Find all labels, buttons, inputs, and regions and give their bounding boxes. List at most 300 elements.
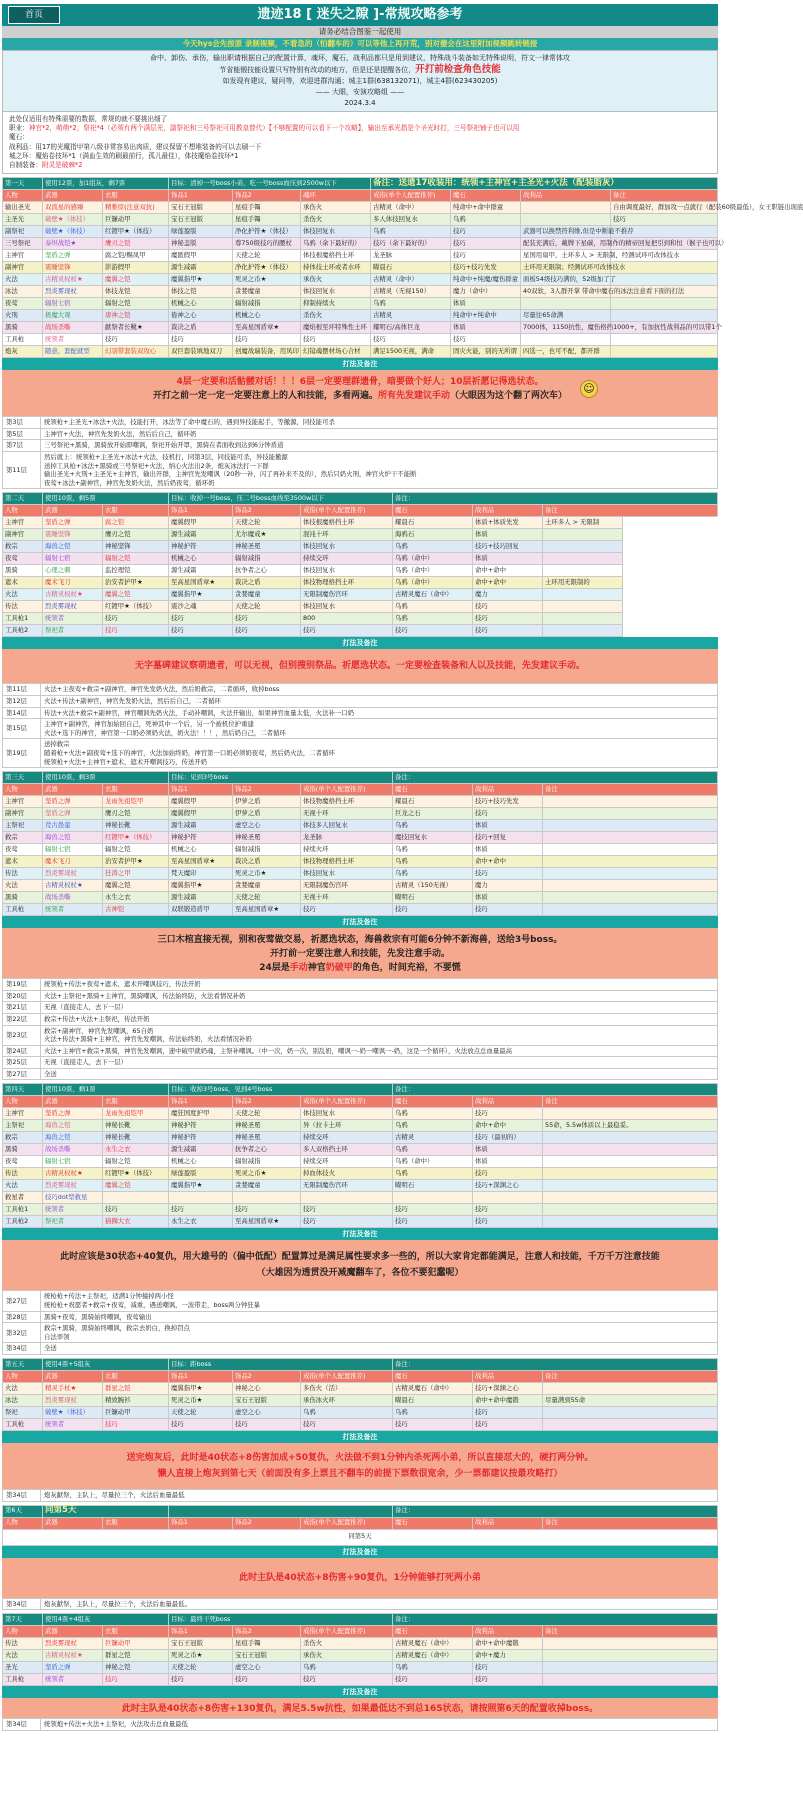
gear-cell: 技巧+回复 [473,832,543,844]
gear-cell: 技巧 [393,1204,473,1216]
gear-cell: 乌鸦 [301,1662,393,1674]
gear-cell: 魔翼假甲 [169,796,233,808]
page-title: 遗迹18 [ 迷失之隙 ]-常规攻略参考 [257,6,463,22]
day1-banner: 4层一定要和活骷髅对话！！！6层一定要理群遗骨，暗要做个好人；10层祈愿记得选状态。 开打之前一定一定一定要注意上的人和技能，多看两遍。所有先发建议手动（大眼因为这个翻了两次车） ☺ [2,370,718,416]
gear-cell: 技巧 [473,808,543,820]
gear-cell: 永生之衣 [103,1144,169,1156]
table-row [3,1650,718,1662]
gear-cell: 技巧 [473,601,543,613]
table-row [3,625,718,637]
gear-cell [543,844,718,856]
day7-steps [2,1718,718,1731]
gear-cell: 海兽之铠 [43,541,103,553]
gear-cell: 混沌十环 [301,529,393,541]
role-cell: 救宗 [3,541,43,553]
gear-cell: 古精灵权杖★ [43,589,103,601]
gear-cell: 技巧 [233,613,301,625]
gear-cell: 龙圣脉 [371,250,451,262]
gear-cell: 体质 [473,820,543,832]
gear-cell: 技巧 [169,613,233,625]
gear-cell: 古精灵 [371,310,451,322]
gear-cell: 体技根魔格挡土环 [301,250,371,262]
table-row [3,820,718,832]
floor-label: 第22层 [3,1013,41,1025]
gear-cell: 古精灵（无视150） [371,286,451,298]
gear-cell: 机械之心 [169,298,233,310]
role-cell: 主圣光 [3,214,43,226]
gear-cell: 坚盾之弹 [43,808,103,820]
gear-cell: 乌鸦 [301,1407,393,1419]
gear-cell: 满足1500无视，满命 [371,346,451,358]
gear-cell: 体质 [473,529,543,541]
floor-label: 第21层 [3,1002,41,1014]
gear-cell: 自由调度最好，群加攻一点就行（配装60级最低），女王职链出现底 [611,202,718,214]
table-row [3,238,718,250]
gear-cell: 技巧 [233,1204,301,1216]
gear-cell: 技巧 [169,625,233,637]
gear-cell: 技巧 [393,625,473,637]
gear-cell: 烈炎雾现杖 [43,1638,103,1650]
step-row [3,1045,718,1057]
notes-block [2,112,718,174]
gear-cell: 贪婪魔童 [233,880,301,892]
gear-cell: 曜明石 [393,892,473,904]
gear-cell: 统领者 [43,334,103,346]
gear-cell: 技巧 [473,904,543,916]
step-row [3,440,718,452]
gear-cell: 古精灵魔石（命中） [393,1638,473,1650]
gear-cell: 心理之刺 [43,565,103,577]
table-row [3,1192,718,1204]
floor-label: 第7层 [3,440,41,452]
table-row [3,1638,718,1650]
step-text: 救宗+副神官，神官先发嘲讽，65自奶 火法+传法+黑骑+主神官，神官先发嘲讽，传法始终奶，火法看情况补奶 [41,1025,718,1045]
step-row [3,990,718,1002]
step-row [3,1323,718,1343]
gear-cell: 技巧 [169,1204,233,1216]
gear-cell: 体技多人回复水 [301,820,393,832]
gear-cell: 统领者 [43,1674,103,1686]
floor-label: 第28层 [3,1311,41,1323]
intro-highlight: 开打前检查角色技能 [415,64,501,75]
gear-cell: 鹰刃之铠 [103,529,169,541]
gear-cell: 神秘坚锋 [103,541,169,553]
gear-cell: 神秘圣冕 [233,1120,301,1132]
role-cell: 黑骑 [3,1144,43,1156]
step-row [3,1068,718,1080]
gear-cell: 古精灵（150无视） [393,880,473,892]
gear-cell: 辐射减指 [233,844,301,856]
gear-cell: 四选一，也可不配，都开群 [521,346,611,358]
gear-cell [611,334,718,346]
gear-cell: 技巧 [393,1674,473,1686]
gear-cell: 技巧+技巧回复 [473,541,543,553]
gear-cell: 纯命中+纯魔/魔伤群童 [451,274,521,286]
gear-cell: 烈炎雾现杖 [43,286,103,298]
gear-cell: 龙圣脉 [301,832,393,844]
gear-cell: 技巧+技巧先发 [473,796,543,808]
gear-cell: 技巧 [169,1674,233,1686]
step-text: 炮灰献祭，主队上，尽量拉三个，火法后血量最低 [41,1490,718,1502]
gear-cell: 多人体技回复水 [371,214,451,226]
gear-cell: 荒古愚蛮 [43,820,103,832]
note-line: 魔石： [9,133,29,142]
gear-cell [543,1638,718,1650]
gear-cell: 古精灵权杖★ [43,1650,103,1662]
table-row [3,322,718,334]
gear-cell: 红镀甲★（体技） [103,226,169,238]
gear-cell: 神秘圣冕 [233,541,301,553]
gear-cell: 机械之心 [169,1156,233,1168]
gear-cell: 机械之心 [233,310,301,322]
gear-cell: 魔翼指甲★ [169,274,233,286]
gear-cell: 技巧 [451,226,521,238]
role-cell: 副神官 [3,808,43,820]
gear-cell: 技巧 [451,334,521,346]
gear-cell: 掉血体技火 [301,1168,393,1180]
gear-cell: 土环用无限制；经测试环可改体技水 [521,262,611,274]
gear-cell: 星国用扇甲，土环多人 > 无限制，经测试环可改体技水 [521,250,611,262]
floor-label: 第11层 [3,684,41,696]
gear-cell: 命中+命中魔锻 [473,1395,543,1407]
gear-cell: 辐射七宿 [43,553,103,565]
gear-cell: 尽量满到55命 [543,1395,718,1407]
gear-cell: 梵天魔印 [169,868,233,880]
note-line: 职业：神官*2，萌萌*2，祭祀*4（必须有两个满层光，副祭祀和三号祭祀可用教皇替代）【不够配置的可以看下一个攻略】，输出至承光指是个圣光时打，三号祭祀铺子也可以用 [9,124,520,133]
gear-cell: 古精灵 [393,1132,473,1144]
floor-label: 第14层 [3,707,41,719]
gear-cell: 天使之轮 [233,250,301,262]
table-row [3,856,718,868]
intro-line: —— 大眼，安演攻略组 —— [315,88,405,96]
gear-cell: 技巧 [393,1419,473,1431]
gear-cell [543,1156,718,1168]
role-cell: 传法 [3,601,43,613]
gear-cell: 神秘长靴 [103,1120,169,1132]
table-row [3,1204,718,1216]
step-text: 三号祭祀+黑骑，黑骑放开始即嘲讽，祭祀开始开罩，黑骑在者面收到达到6分钟盾道 [41,440,718,452]
day1-header [3,178,718,190]
day7-banner: 此时主队是40状态+8伤害+130复仇，满足5.5w抗性，如果最低达不到总165状态，请按照第6天的配置收掉boss。 [2,1698,718,1718]
gear-cell: 技巧 [473,1108,543,1120]
gear-cell: 源生减霜 [169,529,233,541]
role-cell: 火法 [3,274,43,286]
gear-cell: 技巧 [473,613,543,625]
day3-steps [2,978,718,1080]
gear-cell: 极魔大观 [43,310,103,322]
gear-cell: 技巧 [233,334,301,346]
gear-cell: 体质 [473,553,543,565]
gear-cell: 持续火环 [301,844,393,856]
gear-cell: 纯命中+命中群童 [451,202,521,214]
gear-cell [611,298,718,310]
table-row [3,1168,718,1180]
floor-label: 第11层 [3,452,41,489]
gear-cell: 创魔战瑞装备，用凤印 [233,346,301,358]
gear-cell: 古神铠 [103,904,169,916]
gear-cell: 技巧（余下最好的） [371,238,451,250]
gear-cell: 技巧 [473,625,543,637]
step-text: 救宗+黑骑，黑骑始终嘲讽，救宗去奶白，换掉罚点 自法率领 [41,1323,718,1343]
gear-cell: 体技回复水 [301,541,393,553]
gear-cell: 抗争者之心 [233,1144,301,1156]
gear-cell: 破壁★（体技） [43,214,103,226]
intro-line: 命中、卸伤、承伤，输出职请根据自己的配置计算，魂环，魔石，战利品都只是用到建议，特殊战斗装备如无特殊说明，符文一律常体攻 [150,54,570,62]
gear-cell: 无限制魔伤宫环 [301,1180,393,1192]
gear-cell: 净化护符★（体技） [233,262,301,274]
home-button[interactable]: 首页 [8,6,60,24]
table-row [3,274,718,286]
gear-cell: 祭祀者 [43,625,103,637]
step-text: 然后就上：统领枪+主圣光+冰法+火法，技机打，同第3层，同技能可杀，异技能撤源 送掉工具枪+冰法+黑骑或三号祭祀+火法，纳心火法出2条，炮灰冰法打一下群 输出圣光+火刑+主圣光+主神官，输出开群，主神官先发嘲讽（20秒一补，闪了再补来不及的），然后只奶火刑，神官火炉干不能断 夜莺+冰法+副神官，神官先发奶火法，然后奶夜莺，循环奶 [41,452,718,489]
gear-cell: 曜晨石 [371,262,451,274]
day5-banner: 送完炮灰后，此时是40状态+8伤害加成+50复仇，火法做不到1分钟内杀死两小弟，所以直接怼大的，硬打两分钟。 懒人直接上炮灰到第七天（前面没有多上票且不翻车的前提下票数很宽余，少一票都建议按最攻略打） [2,1443,718,1489]
gear-cell: 巨镰动甲 [103,1407,169,1419]
gear-cell: 乌鸦 [393,1662,473,1674]
gear-cell: 承伤火 [301,202,371,214]
step-text: 统领炮+传法+火法+主祭祀，火法攻击总血量最低 [41,1719,718,1731]
role-cell: 冰法 [3,286,43,298]
gear-cell: 技巧 [103,1419,169,1431]
table-row [3,601,718,613]
gear-cell: 坚盾之弹 [43,250,103,262]
gear-cell [611,310,718,322]
gear-cell [543,1180,718,1192]
gear-cell: 古精灵魔石（命中） [393,1650,473,1662]
gear-cell: 命中+命中 [473,565,543,577]
table-row [3,880,718,892]
gear-cell: 体技龙铠 [103,286,169,298]
gear-cell: 曜晨石 [393,1395,473,1407]
gear-cell: 神秘长靴 [103,1132,169,1144]
day6-steps [2,1598,718,1611]
gear-cell: 无视十环 [301,892,393,904]
gear-cell: 乌鸦 [393,613,473,625]
gear-cell: 唐神之铠 [103,310,169,322]
gear-cell: 魔翼之铠 [103,1180,169,1192]
gear-cell: 体技回复水 [301,286,371,298]
gear-cell: 魔翼假甲 [169,517,233,529]
gear-cell: 烈炎雾现杖 [43,1395,103,1407]
table-row [3,1662,718,1674]
gear-cell: 源生减霜 [169,820,233,832]
gear-cell: 腐之铠/赐凤甲 [103,250,169,262]
gear-cell: 巨镰动甲 [103,214,169,226]
gear-cell: 战场杀嘶 [43,892,103,904]
gear-cell: 死灵之币★ [169,1650,233,1662]
table-row [3,1108,718,1120]
gear-cell [543,1662,718,1674]
table-row [3,1180,718,1192]
gear-cell: 体质 [473,844,543,856]
table-row [3,904,718,916]
role-cell: 工具枪2 [3,625,43,637]
gear-cell: 技巧 [393,1216,473,1228]
gear-cell: 海鸦石 [393,529,473,541]
gear-cell: 乌鸦（余下最好的） [301,238,371,250]
table-row [3,1216,718,1228]
table-row [3,1132,718,1144]
gear-cell: 古精灵魔石（命中） [393,1383,473,1395]
day-label: 第一天 [3,178,43,190]
day2-banner: 无字墓碑建议察萌遗者，可以无视，但别搜别祭品。祈愿选状态。一定要检查装备和人以及技能，先发建议手动。 [2,649,718,683]
gear-cell: 绿莲盈版 [169,226,233,238]
floor-label: 第19层 [3,739,41,768]
gear-cell: 命中+命中 [473,577,543,589]
gear-cell: 治安者护甲★ [103,856,169,868]
gear-cell: 烈炎雾现杖 [43,1180,103,1192]
gear-cell: 震沙之魂 [169,601,233,613]
floor-label: 第32层 [3,1323,41,1343]
gear-cell [521,298,611,310]
role-cell: 冰法 [3,1395,43,1407]
step-text: 统领枪+主圣光+冰法+火法，技能打开，冰法等了命中魔石的，遇到异技能起手，等撤源，同技能可杀 [41,417,718,429]
gear-cell: 虚空之心 [233,1407,301,1419]
note-line: 此处仅适用有特殊需要的数据，常规的就不要挑出细了 [9,115,168,123]
gear-cell: 乌鸦（命中） [393,565,473,577]
gear-cell: 乌鸦 [393,601,473,613]
gear-cell [543,1144,718,1156]
battle-title: 打法及备注 [2,1546,718,1558]
gear-cell: 至高星国盾章★ [233,1216,301,1228]
day3-table: 第三天 使用10票，剩3票 目标：见到3号boss 备注： 人物 武器 衣服 饰品1 饰品2 戒指(单个人配置推荐) 魔石 战利品 备注 主神官 坚盾之弹 龙雨先祖铠甲 魔翼假甲 伊萝之盾 体技物魔格挡土环 耀晨石 技巧+技巧先发 副神官 坚盾之弹 鹰刃之铠 魔翼假甲 伊萝之盾 无视十环 巨龙之石 技巧 主祭祀 荒古愚蛮 神秘长靴 源生减霜 虚空之心 体技多人回复水 乌鸦 体质 救宗 海兽之铠 红镀甲★（体技） 神秘护符 神秘圣冕 龙圣脉 魔技回复水 技巧+回复 夜莺 辐射七宿 辐射之铠 机械之心 辐射减指 持续火环 乌鸦 体质 遮术 魔术飞刀 治安者护甲★ 至高星国盾章★ 裁决之盾 体技物理格挡土环 乌鸦 命中+命中 传法 烈炎雾现杖 狂涛之甲 梵天魔印 死灵之币★ 体技回复水 乌鸦 技巧 火法 古精灵权杖★ 魔翼之铠 魔翼指甲★ 贪婪魔童 无限制魔伤宫环 古精灵（150无视） 魔力 黑骑 战场杀嘶 永生之衣 源生减霜 天使之轮 无视十环 曜明石 体质 工具枪 统领者 古神铠 双联锻造盾甲 至高星国盾章★ 技巧 技巧 技巧 [2,771,718,916]
step-text: 主神官+副神官，神官加始回自己，死神其中一个后，另一个被机位护重建 火法+选下的神官，神官第一口奶必须奶火法，奶火法！！！，然后奶自己，二者循环 [41,719,718,739]
gear-cell: 持续交环 [301,1132,393,1144]
gear-cell: 体质 [451,322,521,334]
gear-cell: 至高星国盾章★ [233,322,301,334]
step-row [3,428,718,440]
gear-cell: 群星之铠 [103,1650,169,1662]
gear-cell: 战场杀嘶 [43,322,103,334]
day7-section [2,1613,718,1731]
table-row [3,1407,718,1419]
day-use: 使用12票，加1组灰，剩7票 [43,178,169,190]
gear-cell: 腐之铠 [103,517,169,529]
gear-cell: 精灵手杖★ [43,1383,103,1395]
gear-cell: 抑制持续火 [301,298,371,310]
gear-cell: 技巧 [451,250,521,262]
gear-cell: 魔术飞刀 [43,577,103,589]
table-row [3,892,718,904]
role-cell: 三号祭祀 [3,238,43,250]
gear-cell: 猫狮大衣 [103,1216,169,1228]
gear-cell: 技巧 [301,334,371,346]
column-header: 人物 武器 衣服 饰品1 饰品2 魂环 戒指(单个人配置推荐) 魔石 战利品 备注 [3,190,718,202]
day-note: 备注：送遗17收装用：统领+主神官+主圣光+火法（配装脂灰） [371,178,718,190]
gear-cell [543,856,718,868]
gear-cell: 承伤火 [301,274,371,286]
subtitle: 请务必结合图鉴一起使用 [2,26,718,38]
gear-cell: 固灾火能，别的无所谓 [451,346,521,358]
role-cell: 主神官 [3,1108,43,1120]
battle-title: 打法及备注 [2,1431,718,1443]
role-cell: 输出圣光 [3,202,43,214]
gear-cell [611,262,718,274]
step-row [3,417,718,429]
gear-cell [393,1192,473,1204]
role-cell: 副神官 [3,529,43,541]
role-cell: 救宗 [3,1132,43,1144]
gear-cell: 土环用无限制的 [543,577,623,589]
floor-label: 第24层 [3,1045,41,1057]
day1-section [2,177,803,489]
gear-cell: 无视十环 [301,808,393,820]
gear-cell: 星痕手镯 [233,202,301,214]
gear-cell: 精致腕衫 [103,1395,169,1407]
gear-cell: 7000体，1150抗性，魔伤格挡1000+，有加抗性战利品的可以带1个 [521,322,611,334]
gear-cell [543,1204,718,1216]
note-line: 城之环：魔焰卷技环*1（满血生效的刷最前行，孤儿最佳），体技魔焰卷技环*1 [9,151,239,160]
gear-cell: 体质 [451,298,521,310]
role-cell: 黑骑 [3,565,43,577]
gear-cell [521,334,611,346]
gear-cell: 乌鸦（命中） [393,577,473,589]
gear-cell: 裁决之盾 [233,577,301,589]
gear-cell: 辐射减指 [233,1156,301,1168]
gear-cell: 耀明石/高体巨龙 [371,322,451,334]
gear-cell: 坚盾之弹 [43,1662,103,1674]
role-cell: 火法 [3,589,43,601]
step-text: 黑骑+夜莺，黑骑始终嘲讽，夜莺输出 [41,1311,718,1323]
floor-label: 第27层 [3,1291,41,1311]
gear-cell [543,1383,718,1395]
gear-cell: 技巧 [301,1216,393,1228]
gear-cell: 天使之轮 [233,1108,301,1120]
gear-cell: 倦神之心 [169,310,233,322]
gear-cell: 耀晨石 [393,517,473,529]
floor-label: 第34层 [3,1343,41,1355]
gear-cell: 神秘圣冕 [233,1132,301,1144]
gear-cell: 破壁★（体技） [43,1407,103,1419]
table-row [3,577,718,589]
gear-cell: 体技回复水 [301,1108,393,1120]
gear-cell: 技巧 [301,1674,393,1686]
gear-cell [301,1192,393,1204]
day5-table: 第五天 使用4票+5组灰 目标：距boss 备注： 人物 武器 衣服 饰品1 饰品2 戒指(单个人配置推荐) 魔石 战利品 备注 火法 精灵手杖★ 群星之铠 魔翼指甲★ 神秘之心 多伤火（活） 古精灵魔石（命中） 技巧+深渊之心 冰法 烈炎雾现杖 精致腕衫 死灵之币★ 宝石王冠版 承伤冰火环 曜晨石 命中+命中魔锻 尽量满到55命 祭祀 破壁★（体技） 巨镰动甲 天使之轮 虚空之心 乌鸦 乌鸦 技巧 工具枪 统领者 技巧 技巧 技巧 技巧 技巧 技巧 [2,1358,718,1431]
gear-cell: 乌鸦 [393,1120,473,1132]
sweat-face-icon: ☺ [580,380,598,398]
gear-cell: 双巨套装填地双刀 [169,346,233,358]
battle-title: 打法及备注 [2,358,718,370]
table-row [3,310,718,322]
gear-cell: 乌鸦 [393,1108,473,1120]
step-row [3,1598,718,1610]
gear-cell: 龙雨先祖铠甲 [103,1108,169,1120]
gear-cell: 曜明石 [393,1180,473,1192]
table-row [3,796,718,808]
gear-cell: 杀伤火 [301,1638,393,1650]
gear-cell: 死灵之币★ [233,868,301,880]
gear-cell: 战场杀嘶 [43,1144,103,1156]
gear-cell: 耀晨石 [393,796,473,808]
gear-cell: 技巧 [473,868,543,880]
gear-cell: 技巧 [473,1662,543,1674]
gear-cell: 技巧 [103,334,169,346]
gear-cell: 体技回复水 [301,226,371,238]
gear-cell [543,1674,718,1686]
role-cell: 工具枪1 [3,1204,43,1216]
gear-cell: 魔力 [473,880,543,892]
gear-cell: 多人双格挡土环 [301,1144,393,1156]
gear-cell [543,553,623,565]
gear-cell: 精雅原(注意双抗) [103,202,169,214]
role-cell: 夜莺 [3,1156,43,1168]
gear-cell [521,202,611,214]
gear-cell: 技巧 [611,214,718,226]
gear-cell: 坚盾之弹 [43,517,103,529]
gear-cell: 统领者 [43,1419,103,1431]
gear-cell: 技巧 [301,904,393,916]
